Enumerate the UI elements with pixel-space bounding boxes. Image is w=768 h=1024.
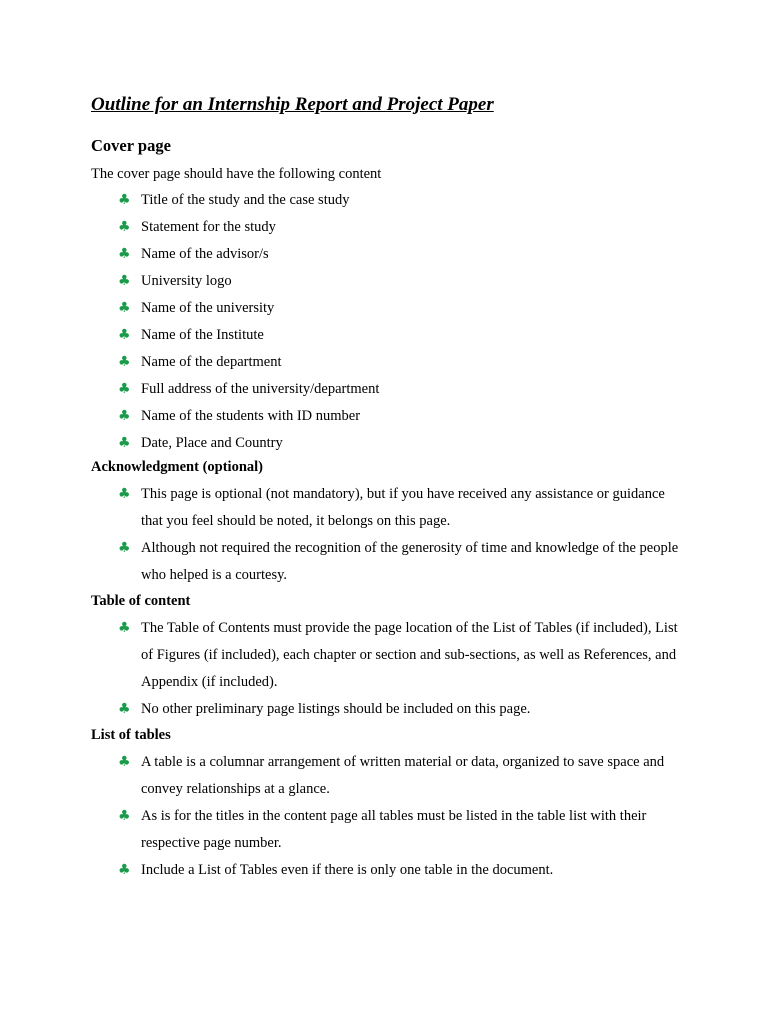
list-item: ♣ Include a List of Tables even if there is only one table in the document. — [91, 857, 681, 884]
club-suit-icon: ♣ — [118, 192, 131, 208]
list-item: ♣ Statement for the study — [91, 214, 681, 241]
document-title: Outline for an Internship Report and Project Paper — [91, 94, 494, 115]
club-suit-icon: ♣ — [118, 273, 131, 289]
list-item: ♣ Name of the Institute — [91, 322, 681, 349]
list-item: ♣ Name of the students with ID number — [91, 403, 681, 430]
list-item: ♣ No other preliminary page listings should be included on this page. — [91, 696, 681, 723]
list-item: ♣ Although not required the recognition of the generosity of time and knowledge of the people who helped is a courtesy. — [91, 535, 681, 589]
list-item: ♣ Full address of the university/department — [91, 376, 681, 403]
acknowledgment-heading: Acknowledgment (optional) — [91, 459, 263, 475]
list-item: ♣ Date, Place and Country — [91, 430, 681, 457]
cover-page-heading: Cover page — [91, 136, 171, 155]
document-page — [91, 92, 681, 878]
club-suit-icon: ♣ — [118, 354, 131, 370]
list-item: ♣ The Table of Contents must provide the page location of the List of Tables (if included), List of Figures (if included), each chapter or section and sub-sections, as well as References, and Appendix (if included). — [91, 615, 681, 696]
club-suit-icon: ♣ — [118, 408, 131, 424]
club-suit-icon: ♣ — [118, 701, 131, 717]
club-suit-icon: ♣ — [118, 219, 131, 235]
club-suit-icon: ♣ — [118, 486, 131, 502]
list-item: ♣ Title of the study and the case study — [91, 187, 681, 214]
list-item: ♣ Name of the advisor/s — [91, 241, 681, 268]
cover-page-list — [91, 187, 681, 457]
list-item: ♣ University logo — [91, 268, 681, 295]
club-suit-icon: ♣ — [118, 381, 131, 397]
club-suit-icon: ♣ — [118, 808, 131, 824]
list-item: ♣ Name of the university — [91, 295, 681, 322]
table-of-content-section — [91, 588, 681, 723]
list-item: ♣ This page is optional (not mandatory), but if you have received any assistance or guidance that you feel should be noted, it belongs on this page. — [91, 481, 681, 535]
list-of-tables-section — [91, 722, 681, 884]
club-suit-icon: ♣ — [118, 435, 131, 451]
list-item: ♣ A table is a columnar arrangement of written material or data, organized to save space and convey relationships at a glance. — [91, 749, 681, 803]
club-suit-icon: ♣ — [118, 300, 131, 316]
list-item: ♣ Name of the department — [91, 349, 681, 376]
club-suit-icon: ♣ — [118, 862, 131, 878]
acknowledgment-list — [91, 481, 681, 589]
cover-page-intro: The cover page should have the following content — [91, 166, 382, 182]
club-suit-icon: ♣ — [118, 327, 131, 343]
club-suit-icon: ♣ — [118, 754, 131, 770]
club-suit-icon: ♣ — [118, 620, 131, 636]
club-suit-icon: ♣ — [118, 246, 131, 262]
list-of-tables-heading: List of tables — [91, 727, 171, 743]
cover-page-section — [91, 187, 681, 457]
list-item: ♣ As is for the titles in the content page all tables must be listed in the table list with their respective page number. — [91, 803, 681, 857]
club-suit-icon: ♣ — [118, 540, 131, 556]
acknowledgment-section — [91, 454, 681, 589]
list-of-tables-list — [91, 749, 681, 884]
table-of-content-heading: Table of content — [91, 593, 191, 609]
table-of-content-list — [91, 615, 681, 723]
